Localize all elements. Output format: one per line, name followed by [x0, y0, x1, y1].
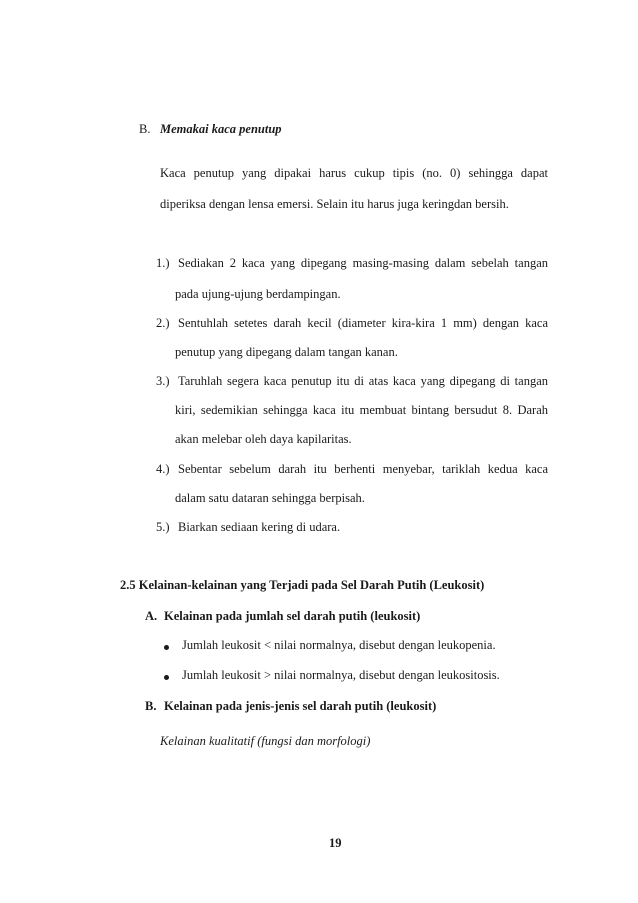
step-2-number: 2.): [156, 316, 170, 330]
bullet-dot-icon: [164, 675, 169, 680]
step-1-number: 1.): [156, 256, 170, 270]
step-4-line1: Sebentar sebelum darah itu berhenti menyebar, tariklah kedua kaca: [178, 462, 548, 476]
section-heading: 2.5 Kelainan-kelainan yang Terjadi pada Sel Darah Putih (Leukosit): [120, 578, 485, 592]
step-4-number: 4.): [156, 462, 170, 476]
step-1-line1: Sediakan 2 kaca yang dipegang masing-masing dalam sebelah tangan: [178, 256, 548, 270]
bullet-item-1: Jumlah leukosit < nilai normalnya, disebut dengan leukopenia.: [182, 638, 496, 652]
bullet-item-2: Jumlah leukosit > nilai normalnya, disebut dengan leukositosis.: [182, 668, 500, 682]
subsection-a-title: Kelainan pada jumlah sel darah putih (leukosit): [164, 609, 421, 623]
subsection-a-marker: A.: [145, 609, 158, 623]
step-2-line2: penutup yang dipegang dalam tangan kanan.: [175, 345, 398, 359]
section-b-paragraph-line2: diperiksa dengan lensa emersi. Selain itu harus juga keringdan bersih.: [160, 197, 509, 211]
step-5-number: 5.): [156, 520, 170, 534]
subsection-b-text: Kelainan kualitatif (fungsi dan morfologi): [160, 734, 371, 748]
subsection-b-title: Kelainan pada jenis-jenis sel darah putih (leukosit): [164, 699, 437, 713]
step-3-line1: Taruhlah segera kaca penutup itu di atas kaca yang dipegang di tangan: [178, 374, 548, 388]
subsection-b-marker: B.: [145, 699, 157, 713]
step-3-line3: akan melebar oleh daya kapilaritas.: [175, 432, 352, 446]
step-1-line2: pada ujung-ujung berdampingan.: [175, 287, 341, 301]
bullet-dot-icon: [164, 645, 169, 650]
step-5-line1: Biarkan sediaan kering di udara.: [178, 520, 341, 534]
section-b-title: Memakai kaca penutup: [160, 122, 282, 136]
step-3-number: 3.): [156, 374, 170, 388]
step-4-line2: dalam satu dataran sehingga berpisah.: [175, 491, 365, 505]
section-b-marker: B.: [139, 122, 151, 136]
section-b-paragraph-line1: Kaca penutup yang dipakai harus cukup tipis (no. 0) sehingga dapat: [160, 166, 548, 180]
step-2-line1: Sentuhlah setetes darah kecil (diameter kira-kira 1 mm) dengan kaca: [178, 316, 548, 330]
step-3-line2: kiri, sedemikian sehingga kaca itu membuat bintang bersudut 8. Darah: [175, 403, 548, 417]
page-number: 19: [329, 836, 342, 850]
